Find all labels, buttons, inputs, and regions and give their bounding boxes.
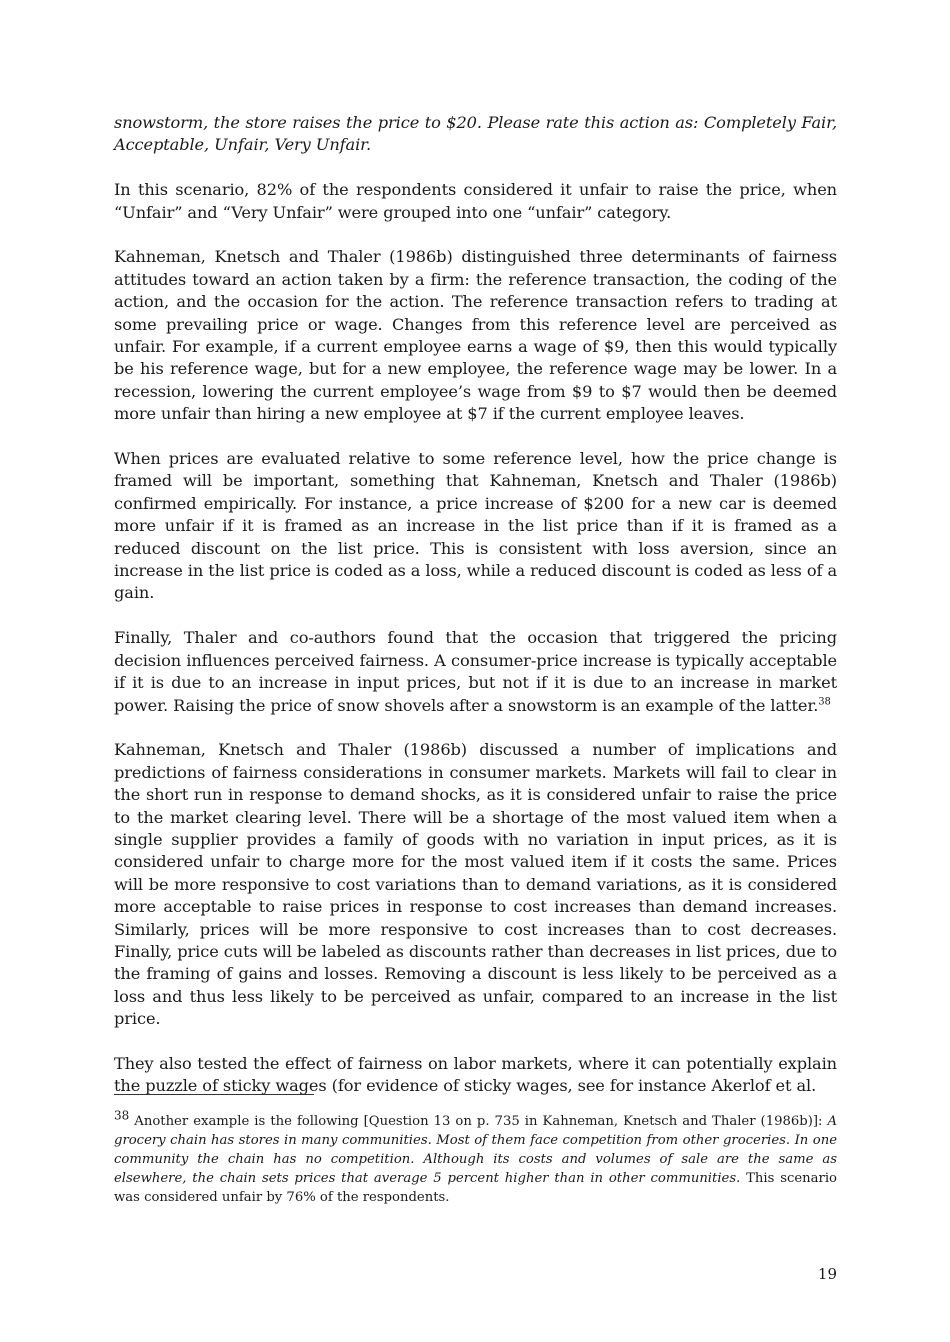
paragraph-fairness-determinants: Kahneman, Knetsch and Thaler (1986b) distinguished three determinants of fairness attitudes toward an action taken by a firm: the reference transaction, the coding of the action, and the occasion for the action. The reference transaction refers to trading at some prevailing price or wage. Changes from this reference level are perceived as unfair. For example, if a current employee earns a wage of $9, then this would typically be his reference wage, but for a new employee, the reference wage may be lower. In a recession, lowering the current employee’s wage from $9 to $7 would then be deemed more unfair than hiring a new employee at $7 if the current employee leaves. — [114, 247, 837, 424]
body-text — [114, 112, 837, 1120]
paragraph-scenario-continuation: snowstorm, the store raises the price to $20. Please rate this action as: Completely Fair, Acceptable, Unfair, Very Unfair. — [114, 113, 837, 155]
footnote-intro: Another example is the following [Question 13 on p. 735 in Kahneman, Knetsch and Thaler (1986b)]: — [129, 1114, 828, 1129]
paragraph-labor-markets: They also tested the effect of fairness on labor markets, where it can potentially explain the puzzle of sticky wages (for evidence of sticky wages, see for instance Akerlof et al. — [114, 1053, 837, 1096]
footnote — [114, 1108, 837, 1207]
paragraph-occasion-text: Finally, Thaler and co-authors found that the occasion that triggered the pricing decision influences perceived fairness. A consumer-price increase is typically acceptable if it is due to an increase in input prices, but not if it is due to an increase in market power. Raising the price of snow shovels after a snowstorm is an example of the latter. — [114, 628, 837, 715]
paragraph-occasion — [114, 627, 837, 717]
footnote-reference[interactable]: 38 — [818, 696, 831, 708]
footnote-divider — [114, 1094, 314, 1095]
page-number: 19 — [817, 1265, 837, 1283]
paragraph-implications: Kahneman, Knetsch and Thaler (1986b) discussed a number of implications and predictions of fairness considerations in consumer markets. Markets will fail to clear in the short run in response to demand shocks, as it is considered unfair to raise the price to the market clearing level. There will be a shortage of the most valued item when a single supplier provides a family of goods with no variation in input prices, as it is considered unfair to charge more for the most valued item if it costs the same. Prices will be more responsive to cost variations than to demand variations, as it is considered more acceptable to raise prices in response to cost increases than demand increases. Similarly, prices will be more responsive to cost increases than to cost decreases. Finally, price cuts will be labeled as discounts rather than decreases in list prices, due to the framing of gains and losses. Removing a discount is less likely to be perceived as a loss and thus less likely to be perceived as unfair, compared to an increase in the list price. — [114, 740, 837, 1029]
footnote-outro: This scenario was considered unfair by 76% of the respondents. — [114, 1171, 837, 1205]
paragraph-survey-result: In this scenario, 82% of the respondents considered it unfair to raise the price, when “Unfair” and “Very Unfair” were grouped into one “unfair” category. — [114, 180, 837, 222]
paragraph-price-framing: When prices are evaluated relative to some reference level, how the price change is framed will be important, something that Kahneman, Knetsch and Thaler (1986b) confirmed empirically. For instance, a price increase of $200 for a new car is deemed more unfair if it is framed as an increase in the list price than if it is framed as a reduced discount on the list price. This is consistent with loss aversion, since an increase in the list price is coded as a loss, while a reduced discount is coded as less of a gain. — [114, 449, 837, 603]
footnote-quote: A grocery chain has stores in many communities. Most of them face competition from other groceries. In one community the chain has no competition. Although its costs and volumes of sale are the same as elsewhere, the chain sets prices that average 5 percent higher than in other communities. — [114, 1114, 837, 1186]
footnote-number: 38 — [114, 1108, 130, 1123]
